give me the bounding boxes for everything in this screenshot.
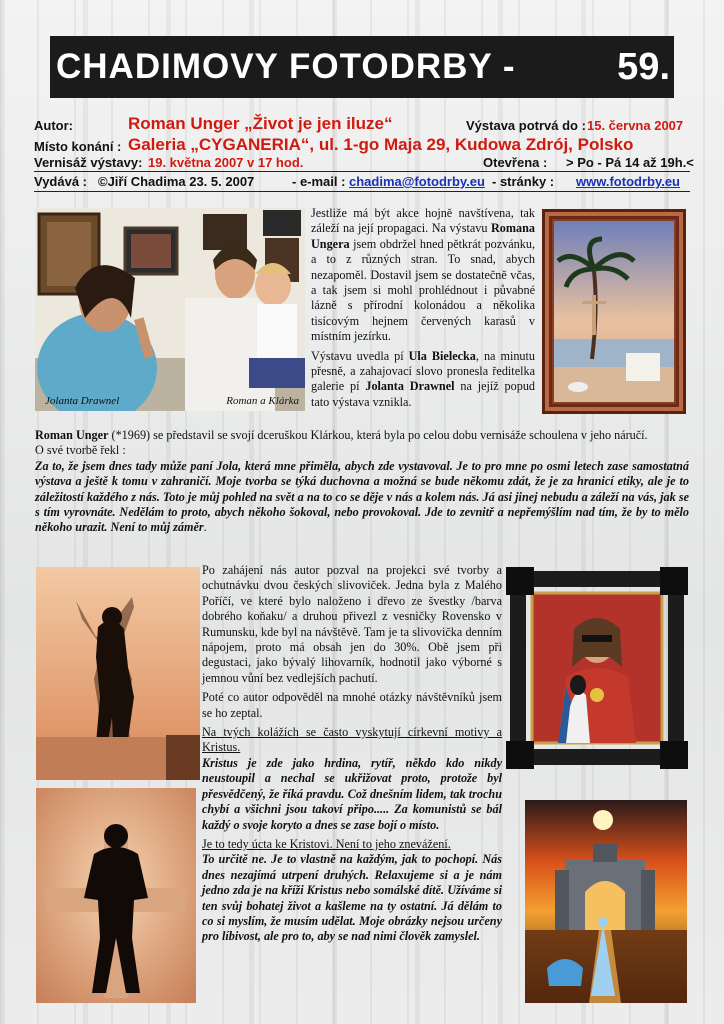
issue-number: 59. — [617, 46, 670, 88]
intro-p1-start: Jestliže má být akce hojně navštívena, tak záleží na její propagaci. Na výstavu — [311, 206, 535, 236]
author-value: Roman Unger „Život je jen iluze“ — [128, 114, 393, 133]
open-label: Otevřena : — [483, 155, 548, 170]
duration-value: 15. června 2007 — [587, 118, 684, 133]
tasting-paragraph: Po zahájení nás autor pozval na projekci své tvorby a ochutnávku dvou českých slivoviček. Jedna byla z Malého Poříčí, ve které bylo naloženo i dřevo ze švestky /barva dobrého koňaku/ a druhou přivezl z vesničky Rovensko v Rumunsku, kde byl na návštěvě. Tam je ta slivovička denním nápojem, proto má obsah jen do 30%. Obě jsem při degustaci, jako bývalý lihovarník, hodnotil jako výborné s jemnou vůní bez vedlejších pachutí. — [202, 563, 502, 685]
answer-2: To určitě ne. Je to vlastně na každým, jak to pochopí. Nás dnes nezajímá utrpení druhých. Relaxujeme si a je nám jedno zda je na kříži Kristus nebo somálské dítě. Užíváme si ten svůj bohatej život a kašleme na ty ostatní. Já dělám to co si myslím, že musím udělat. Moje obrázky nejsou určeny pro líbivost, ale pro to, aby se nad nimi člověk zamyslel. — [202, 852, 502, 944]
silhouette-image-2 — [36, 788, 196, 1003]
question-2: Je to tedy úcta ke Kristovi. Není to jeho znevážení. — [202, 836, 451, 851]
header-rule-top — [34, 171, 690, 172]
sunset-gate-artwork — [525, 800, 687, 1003]
publisher-label: Vydává : — [34, 174, 87, 189]
sacred-heart-image — [506, 567, 688, 769]
silhouette-image-1 — [36, 567, 200, 780]
silhouette-photo-1 — [36, 567, 200, 780]
intro-artist-name: Romana Ungera — [311, 221, 535, 251]
questions-intro: Poté co autor odpověděl na mnohé otázky návštěvníků jsem se ho zeptal. — [202, 690, 502, 720]
venue-label: Místo konání : — [34, 139, 122, 154]
bio-name: Roman Unger — [35, 428, 109, 442]
quote-paragraph — [35, 459, 689, 536]
venue-value: Galeria „CYGANERIA“, ul. 1-go Maja 29, Kudowa Zdrój, Polsko — [128, 135, 634, 154]
duration-label: Výstava potrvá do : — [466, 118, 586, 133]
intro-p2-mid: , na minutu přesně, a zahajovací slovo pronesla ředitelka galerie pí — [311, 348, 535, 394]
vernissage-value: 19. května 2007 v 17 hod. — [148, 155, 304, 170]
author-label: Autor: — [34, 118, 73, 133]
question-1: Na tvých kolážích se často vyskytují církevní motivy a Kristus. — [202, 725, 502, 755]
email-label: - e-mail : — [292, 174, 346, 189]
intro-name-ula: Ula Bielecka — [408, 348, 476, 363]
photo-caption-right: Roman a Klárka — [226, 395, 299, 407]
opening-photo — [35, 208, 305, 411]
bio-text: (*1969) se představil se svojí dceruškou Klárkou, která byla po celou dobu vernisáže schoulena v jeho náručí. — [111, 428, 648, 442]
intro-p2-start: Výstavu uvedla pí — [311, 348, 404, 363]
publisher-value: ©Jiří Chadima 23. 5. 2007 — [98, 174, 255, 189]
quote-end: . — [203, 520, 207, 535]
interview-text — [202, 563, 502, 949]
sunset-gate-image — [525, 800, 687, 1003]
title-banner — [50, 36, 674, 98]
web-link[interactable]: www.fotodrby.eu — [576, 174, 680, 189]
bio-paragraph — [35, 428, 689, 443]
said-line: O své tvorbě řekl : — [35, 443, 126, 458]
open-value: > Po - Pá 14 až 19h.< — [566, 155, 694, 170]
palm-crucifix-image — [542, 209, 686, 414]
vernissage-label: Vernisáž výstavy: — [34, 155, 143, 170]
web-label: - stránky : — [492, 174, 555, 189]
intro-p2-end: na jejíž popud tato výstava vznikla. — [311, 379, 536, 409]
answer-1: Kristus je zde jako hrdina, rytíř, někdo kdo nikdy neustoupil a nechal se ukřižovat proto, protože byl přesvědčený, že říká pravdu. Což dnešním lidem, tak trochu chybí a všichni jsou takoví připo..... Za komunistů se bál každý o svoje koryto a dnes se zase bojí o místo. — [202, 755, 502, 832]
quote-text: Za to, že jsem dnes tady může paní Jola, která mne přiměla, abych zde vystavoval. Je to pro mne po osmi letech zase samostatná výstava a ještě k tomu v zahraničí. Moje tvorba se týká duchovna a možná se bude někomu zdát, že je za hranicí etiky, ale je to záležitostí každého z nás. Toto je můj pohled na svět a na to co se děje v nás a kolem nás. Já asi jinej nebudu a záleží na vás, jak se s tím vyrovnáte. Nedělám to proto, abych někoho šokoval, nebo provokoval. Jde to zevnitř a nepřemýšlím nad tím, že by to mělo někoho urazit. Není to můj záměr — [35, 458, 689, 535]
intro-p1-end: jsem obdržel hned pětkrát pozvánku, a to z různých stran. To snad, abych nezapoměl. Dostavil jsem se dostatečně včas, a tak jsem si mohl prohlédnout i půvabné lázně s přírodní kolonádou a několika tisícovým hejnem červených karasů v místním jezírku. — [311, 236, 535, 344]
intro-name-jolanta: Jolanta Drawnel — [365, 379, 455, 394]
intro-text — [311, 206, 535, 414]
intro-paragraph-2 — [311, 349, 535, 411]
opening-photo-image — [35, 208, 305, 411]
intro-paragraph-1 — [311, 206, 535, 345]
photo-caption-left: Jolanta Drawnel — [45, 395, 120, 407]
email-link[interactable]: chadima@fotodrby.eu — [349, 174, 485, 189]
silhouette-photo-2 — [36, 788, 196, 1003]
framed-artwork-sacred-heart — [506, 567, 688, 769]
page-title: CHADIMOVY FOTODRBY - — [56, 47, 516, 86]
framed-artwork-palm — [542, 209, 686, 414]
header-rule-bottom — [34, 191, 690, 192]
bio-and-quote — [35, 428, 689, 536]
